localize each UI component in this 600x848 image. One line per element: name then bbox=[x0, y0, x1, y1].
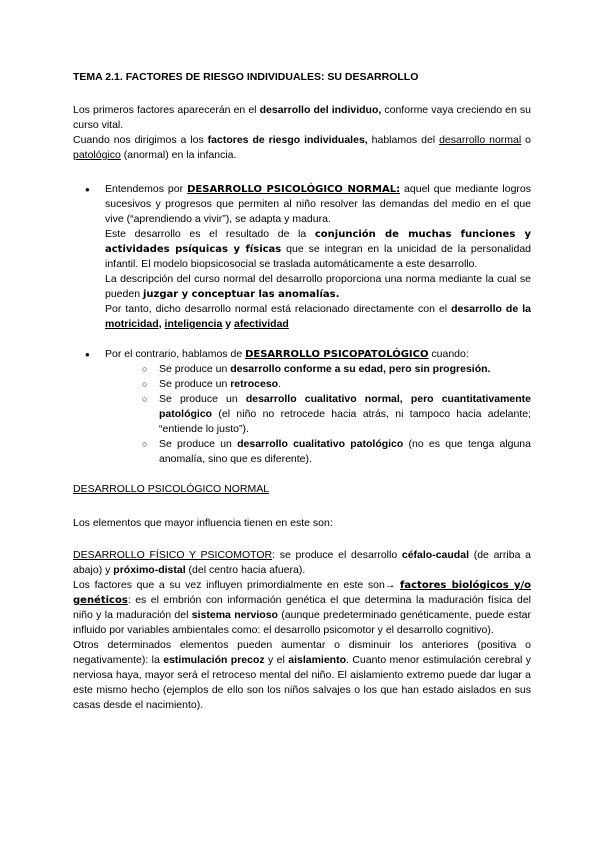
bold-term: juzgar y conceptuar las anomalías. bbox=[142, 289, 340, 300]
section-paragraph-1: DESARROLLO FÍSICO Y PSICOMOTOR: se produce el desarrollo céfalo-caudal (de arriba a abajo) y próximo-distal (del centro hacia afuera). bbox=[73, 549, 531, 576]
bullet-psychopathological-development: ● Por el contrario, hablamos de DESARROLLO PSICOPATOLÓGICO cuando: ○ Se produce un desarrollo conforme a su edad, pero sin progresión. ○ Se produce un retroceso. ○ Se produce un desarrollo cualitativo normal, pero cuantitativamente patológico (el niño no retrocede hacia atrás, ni tampoco hacia adelante; “entiende lo justo”). ○ Se produce un desarrollo cualitativo patológico (no es que tenga alguna anomalía, sino que es diferente). bbox=[73, 347, 531, 467]
sub-bullet-item: ○ Se produce un desarrollo cualitativo patológico (no es que tenga alguna anomalía, sino que es diferente). bbox=[142, 437, 531, 467]
term-desarrollo-psicopatologico: DESARROLLO PSICOPATOLÓGICO bbox=[245, 349, 429, 360]
underlined-term: DESARROLLO FÍSICO Y PSICOMOTOR bbox=[73, 549, 273, 561]
sub-bullet-item: ○ Se produce un desarrollo conforme a su edad, pero sin progresión. bbox=[142, 362, 531, 377]
section-paragraph-2: Los factores que a su vez influyen primordialmente en este son→ factores biológicos y/o genéticos: es el embrión con información genética el que determina la maduración física del niño y la maduración del sistema nervioso (aunque predeterminado genéticamente, puede estar influido por variables ambientales como: el desarrollo psicomotor y el desarrollo cognitivo). bbox=[73, 579, 532, 636]
bold-term: conjunción de muchas funciones y actividades psíquicas y físicas bbox=[105, 229, 531, 255]
sub-bullet-list bbox=[105, 362, 531, 467]
intro-paragraph-1: Los primeros factores aparecerán en el desarrollo del individuo, conforme vaya creciendo en su curso vital. bbox=[73, 104, 531, 131]
term-motricidad: motricidad bbox=[105, 318, 159, 330]
section-lead: Los elementos que mayor influencia tienen en este son: bbox=[73, 517, 333, 529]
underlined-term: factores biológicos y/o genéticos bbox=[73, 580, 532, 606]
page-title: TEMA 2.1. FACTORES DE RIESGO INDIVIDUALES: SU DESARROLLO bbox=[73, 71, 419, 83]
intro-paragraph-2: Cuando nos dirigimos a los factores de riesgo individuales, hablamos del desarrollo normal o patológico (anormal) en la infancia. bbox=[73, 134, 531, 161]
bold-term: desarrollo del individuo, bbox=[259, 104, 382, 116]
sub-bullet-item: ○ Se produce un desarrollo cualitativo normal, pero cuantitativamente patológico (el niño no retrocede hacia atrás, ni tampoco hacia adelante; “entiende lo justo”). bbox=[142, 392, 531, 437]
intro-block bbox=[73, 103, 531, 163]
sub-bullet-item: ○ Se produce un retroceso. bbox=[142, 377, 531, 392]
term-afectividad: afectividad bbox=[233, 318, 289, 330]
section-paragraph-3: Otros determinados elementos pueden aumentar o disminuir los anteriores (positiva o negativamente): la estimulación precoz y el aislamiento. Cuanto menor estimulación cerebral y nerviosa haya, mayor será el retroceso mental del niño. El aislamiento extremo puede dar lugar a este mismo hecho (ejemplos de ello son los niños salvajes o los que han estado aislados en sus casas desde el nacimiento). bbox=[73, 639, 531, 711]
bullet-normal-development: ● Entendemos por DESARROLLO PSICOLÓGICO NORMAL: aquel que mediante logros sucesivos y progresos que permiten al niño resolver las demandas del medio en el que vive (“aprendiendo a vivir”), se adapta y madura. Este desarrollo es el resultado de la conjunción de muchas funciones y actividades psíquicas y físicas que se integran en la unicidad de la personalidad infantil. El modelo biopsicosocial se traslada automáticamente a este desarrollo. La descripción del curso normal del desarrollo proporciona una norma mediante la cual se pueden juzgar y conceptuar las anomalías. Por tanto, dicho desarrollo normal está relacionado directamente con el desarrollo de la motricidad, inteligencia y afectividad bbox=[73, 182, 531, 332]
underlined-term: desarrollo normal bbox=[439, 134, 522, 146]
section-heading: DESARROLLO PSICOLÓGICO NORMAL bbox=[73, 483, 270, 495]
term-inteligencia: inteligencia bbox=[164, 318, 223, 330]
main-bullet-list bbox=[73, 182, 531, 467]
term-desarrollo-normal: DESARROLLO PSICOLÓGICO NORMAL: bbox=[187, 184, 401, 195]
bold-term: factores de riesgo individuales, bbox=[207, 134, 368, 146]
underlined-term: patológico bbox=[73, 149, 121, 161]
document-content bbox=[73, 70, 531, 713]
